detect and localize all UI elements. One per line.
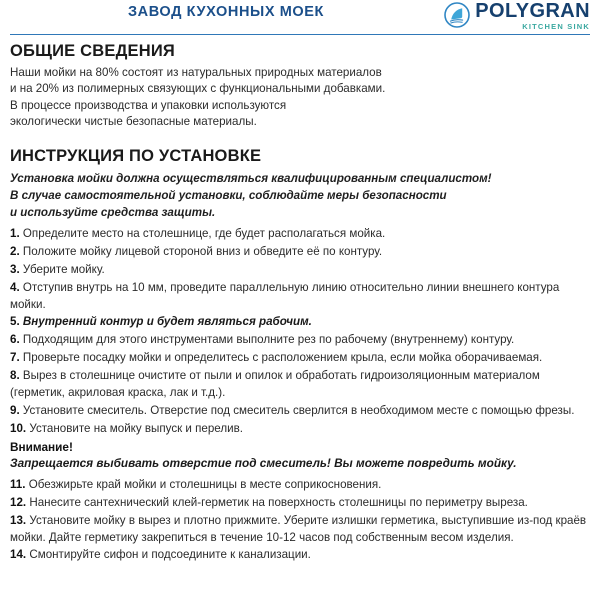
step-text: Обезжирьте край мойки и столешницы в месте соприкосновения.	[28, 478, 382, 492]
install-warning	[10, 170, 590, 221]
list-item	[10, 226, 590, 242]
step-number: 1.	[10, 227, 20, 241]
step-number: 14.	[10, 548, 27, 562]
general-paragraph	[10, 65, 590, 131]
step-number: 2.	[10, 245, 20, 259]
step-text: Уберите мойку.	[22, 263, 105, 277]
step-number: 7.	[10, 351, 20, 365]
list-item	[10, 350, 590, 366]
list-item	[10, 477, 590, 493]
general-paragraph-line: и на 20% из полимерных связующих с функциональными добавками.	[10, 82, 386, 96]
list-item	[10, 314, 590, 330]
attention-label: Внимание!	[10, 439, 73, 454]
step-text: Отступив внутрь на 10 мм, проведите параллельную линию относительно линии внешнего контура мойки.	[10, 281, 560, 311]
step-text: Смонтируйте сифон и подсоедините к канализации.	[29, 548, 311, 562]
general-paragraph-line: экологически чистые безопасные материалы.	[10, 115, 257, 129]
list-item	[10, 280, 590, 313]
general-paragraph-line: Наши мойки на 80% состоят из натуральных природных материалов	[10, 65, 382, 79]
step-number: 4.	[10, 281, 20, 295]
list-item	[10, 368, 590, 401]
install-warning-line: и используйте средства защиты.	[10, 206, 216, 220]
step-number: 12.	[10, 496, 27, 510]
list-item	[10, 513, 590, 546]
list-item	[10, 547, 590, 563]
step-text: Проверьте посадку мойки и определитесь с расположением крыла, если мойка оборачиваемая.	[22, 351, 543, 365]
step-text: Вырез в столешнице очистите от пыли и опилок и обработать гидроизоляционным материалом (герметик, акриловая краска, лак и т.д.).	[10, 369, 540, 399]
document-header	[10, 0, 590, 34]
step-text: Нанесите сантехнический клей-герметик на поверхность столешницы по периметру выреза.	[29, 496, 528, 510]
step-text: Подходящим для этого инструментами выполните рез по рабочему (внутреннему) контуру.	[22, 333, 515, 347]
header-divider	[10, 34, 590, 35]
section-heading-general: ОБЩИЕ СВЕДЕНИЯ	[10, 42, 175, 60]
step-number: 9.	[10, 403, 20, 417]
step-text: Определите место на столешнице, где будет располагаться мойка.	[22, 227, 386, 241]
install-warning-line: Установка мойки должна осуществляться квалифицированным специалистом!	[10, 171, 492, 185]
general-paragraph-line: В процессе производства и упаковки используются	[10, 98, 287, 112]
page-title: ЗАВОД КУХОННЫХ МОЕК	[127, 4, 325, 20]
list-item	[10, 495, 590, 511]
list-item	[10, 421, 590, 437]
list-item	[10, 332, 590, 348]
install-steps-list-continued	[10, 477, 590, 564]
step-text: Установите смеситель. Отверстие под смеситель сверлится в необходимом месте с помощью фрезы.	[22, 403, 575, 417]
list-item	[10, 244, 590, 260]
brand-name: POLYGRAN	[475, 0, 590, 22]
list-item	[10, 403, 590, 419]
step-number: 3.	[10, 263, 20, 277]
step-number: 13.	[10, 514, 27, 528]
step-text: Положите мойку лицевой стороной вниз и обведите её по контуру.	[22, 245, 383, 259]
attention-text: Запрещается выбивать отверстие под смеситель! Вы можете повредить мойку.	[10, 456, 517, 471]
section-heading-install: ИНСТРУКЦИЯ ПО УСТАНОВКЕ	[10, 146, 262, 165]
step-number: 8.	[10, 369, 20, 383]
step-number: 6.	[10, 333, 20, 347]
install-steps-list	[10, 226, 590, 437]
list-item	[10, 262, 590, 278]
brand-logo	[444, 1, 590, 31]
step-number: 10.	[10, 421, 27, 435]
brand-tagline: KITCHEN SINK	[522, 22, 590, 31]
install-warning-line: В случае самостоятельной установки, соблюдайте меры безопасности	[10, 188, 447, 202]
step-text: Установите на мойку выпуск и перелив.	[29, 421, 243, 435]
step-number: 5.	[10, 315, 20, 329]
step-number: 11.	[10, 478, 26, 492]
step-text: Внутренний контур и будет являться рабочим.	[22, 315, 312, 329]
step-text: Установите мойку в вырез и плотно прижмите. Уберите излишки герметика, выступившие из-под краёв мойки. Дайте герметику закрепиться в течение 10-12 часов под собственным весом изделия.	[10, 514, 587, 544]
brand-logo-text	[475, 1, 590, 31]
wave-sink-circle-icon	[444, 2, 470, 28]
